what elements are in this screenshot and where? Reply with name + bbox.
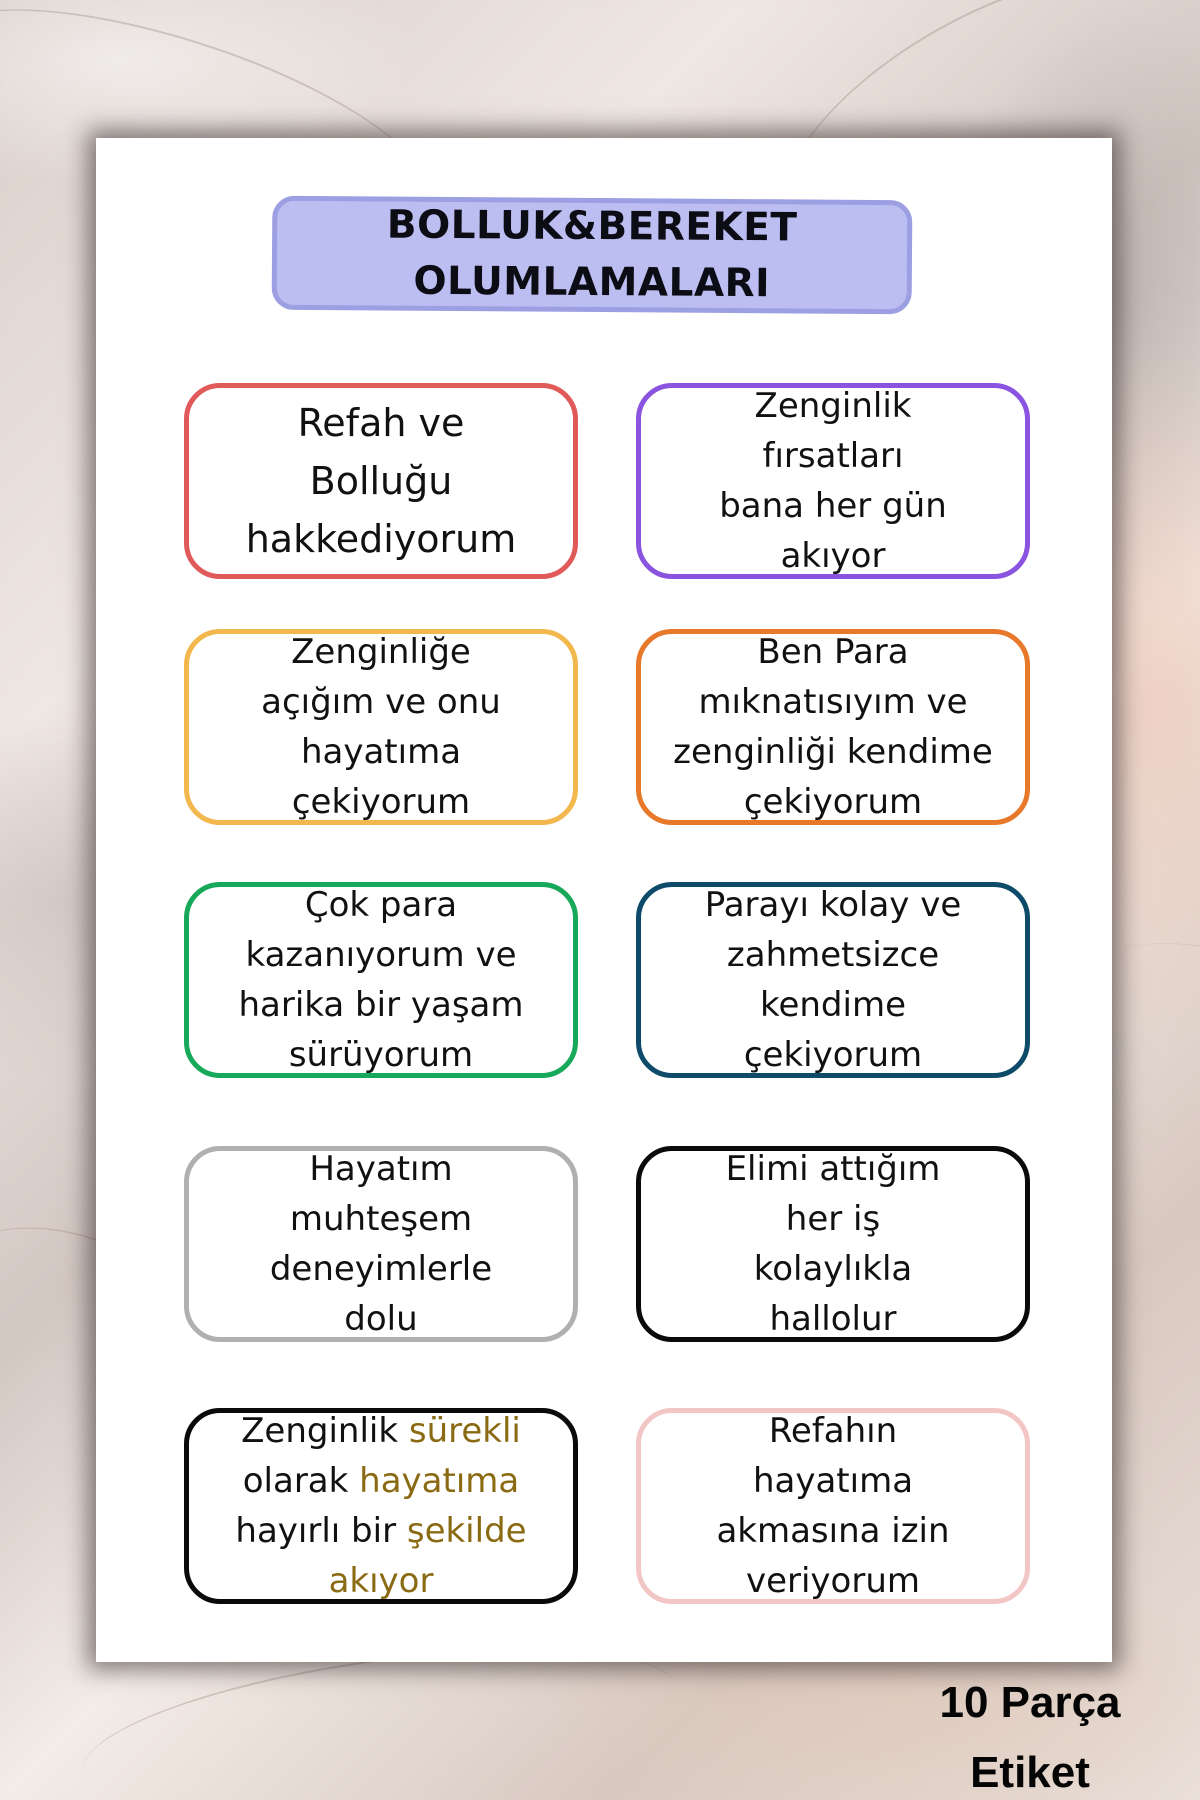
affirmation-line: çekiyorum <box>743 782 923 822</box>
affirmation-line: Elimi attığım <box>725 1149 941 1189</box>
affirmation-line: kendime <box>759 985 906 1025</box>
affirmation-card <box>636 629 1030 825</box>
highlighted-word: sürekli <box>408 1411 521 1451</box>
affirmation-card <box>636 1408 1030 1604</box>
affirmation-line: Zenginliğe <box>291 632 471 672</box>
caption-line-2: Etiket <box>970 1748 1090 1797</box>
affirmation-line: çekiyorum <box>743 1035 923 1075</box>
affirmation-line: mıknatısıyım ve <box>698 682 968 722</box>
affirmation-line: Refahın <box>768 1411 898 1451</box>
affirmation-line <box>329 1556 434 1606</box>
affirmation-card <box>184 882 578 1078</box>
affirmation-line <box>241 1406 521 1456</box>
affirmation-word: Zenginlik <box>241 1411 409 1451</box>
affirmation-line: Bolluğu <box>309 459 453 503</box>
affirmation-line: hayatıma <box>300 732 462 772</box>
affirmation-line: akmasına izin <box>716 1511 950 1551</box>
affirmation-line: kolaylıkla <box>753 1249 913 1289</box>
affirmation-card <box>184 383 578 579</box>
affirmation-line: Ben Para <box>757 632 909 672</box>
affirmation-line: sürüyorum <box>288 1035 474 1075</box>
highlighted-word: hayatıma <box>359 1461 520 1501</box>
affirmation-line: Parayı kolay ve <box>704 885 962 925</box>
title-banner <box>272 196 913 314</box>
affirmation-line: zenginliği kendime <box>673 732 993 772</box>
affirmation-line: Hayatım <box>309 1149 453 1189</box>
affirmation-line: akıyor <box>780 536 886 576</box>
affirmation-card <box>184 629 578 825</box>
affirmation-card <box>184 1408 578 1604</box>
affirmation-card <box>636 882 1030 1078</box>
affirmation-line: kazanıyorum ve <box>245 935 517 975</box>
affirmation-line: hallolur <box>769 1299 897 1339</box>
affirmation-line: zahmetsizce <box>726 935 940 975</box>
affirmation-line: açığım ve onu <box>261 682 501 722</box>
affirmation-card <box>636 383 1030 579</box>
affirmation-line: her iş <box>785 1199 881 1239</box>
highlighted-word: akıyor <box>328 1561 434 1601</box>
affirmation-line: harika bir yaşam <box>238 985 524 1025</box>
affirmation-word: olarak <box>242 1461 360 1501</box>
affirmation-line: Çok para <box>304 885 458 925</box>
product-caption <box>910 1668 1150 1800</box>
title-line-1: BOLLUK&BEREKET <box>386 202 798 251</box>
affirmation-line <box>243 1456 519 1506</box>
affirmation-line: deneyimlerle <box>269 1249 493 1289</box>
affirmation-line: hayatıma <box>752 1461 914 1501</box>
caption-line-1: 10 Parça <box>939 1678 1121 1727</box>
highlighted-word: şekilde <box>406 1511 527 1551</box>
affirmation-word: hayırlı bir <box>235 1511 407 1551</box>
affirmation-line: hakkediyorum <box>245 517 517 561</box>
affirmation-card <box>636 1146 1030 1342</box>
affirmation-line <box>235 1506 526 1556</box>
affirmation-line: muhteşem <box>289 1199 473 1239</box>
affirmation-line: veriyorum <box>745 1561 921 1601</box>
affirmation-line: Zenginlik <box>754 386 912 426</box>
affirmation-line: dolu <box>344 1299 418 1339</box>
affirmation-card <box>184 1146 578 1342</box>
affirmation-line: çekiyorum <box>291 782 471 822</box>
affirmation-line: bana her gün <box>719 486 947 526</box>
affirmation-poster <box>96 138 1112 1662</box>
title-line-2: OLUMLAMALARI <box>413 258 771 307</box>
affirmation-line: Refah ve <box>297 401 465 445</box>
affirmation-line: fırsatları <box>762 436 904 476</box>
